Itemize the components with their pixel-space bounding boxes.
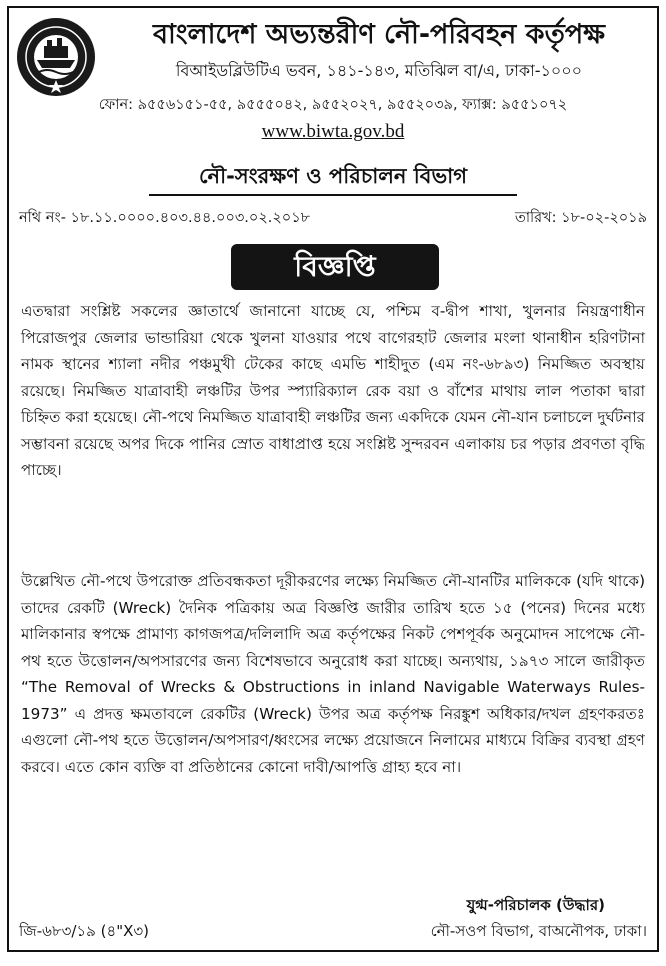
- advertisement-code: জি-৬৮৩/১৯ (৪"X৩): [19, 922, 150, 940]
- biwta-emblem-icon: [17, 18, 95, 96]
- signatory-office: নৌ-সওপ বিভাগ, বাঅনৌপক, ঢাকা।: [430, 922, 647, 940]
- organization-address: বিআইডব্লিউটিএ ভবন, ১৪১-১৪৩, মতিঝিল বা/এ, ঢাকা-১০০০: [175, 61, 583, 80]
- letterhead: [9, 8, 657, 158]
- department-title: নৌ-সংরক্ষণ ও পরিচালন বিভাগ: [199, 164, 467, 188]
- signatory-title: যুগ্ম-পরিচালক (উদ্ধার): [466, 896, 605, 914]
- file-number: নথি নং- ১৮.১১.০০০০.৪০৩.৪৪.০০৩.০২.২০১৮: [19, 210, 311, 226]
- organization-website-link[interactable]: www.biwta.gov.bd: [261, 121, 405, 142]
- organization-name: বাংলাদেশ অভ্যন্তরীণ নৌ-পরিবহন কর্তৃপক্ষ: [152, 19, 606, 50]
- department-underline: [149, 194, 517, 196]
- notice-paragraph-2: উল্লেখিত নৌ-পথে উপরোক্ত প্রতিবন্ধকতা দূরীকরণের লক্ষ্যে নিমজ্জিত নৌ-যানটির মালিককে (যদি থাকে) তাদের রেকটি (Wreck) দৈনিক পত্রিকায় অত্র বিজ্ঞপ্তি জারীর তারিখ হতে ১৫ (পনের) দিনের মধ্যে মালিকানার স্বপক্ষে প্রামাণ্য কাগজপত্র/দলিলাদি অত্র কর্তৃপক্ষের নিকট পেশপূর্বক অনুমোদন সাপেক্ষে নৌ-পথ হতে উত্তোলন/অপসারণের জন্য বিশেষভাবে অনুরোধ করা যাচ্ছে। অন্যথায়, ১৯৭৩ সালে জারীকৃত “The Removal of Wrecks & Obstructions in inland Navigable Waterways Rules-1973” এ প্রদত্ত ক্ষমতাবলে রেকটির (Wreck) উপর অত্র কর্তৃপক্ষ নিরঙ্কুশ অধিকার/দখল গ্রহণকরতঃ এগুলো নৌ-পথ হতে উত্তোলন/অপসারণ/ধ্বংসের লক্ষ্যে প্রয়োজনে নিলামের মাধ্যমে বিক্রির ব্যবস্থা গ্রহণ করবে। এতে কোন ব্যক্তি বা প্রতিষ্ঠানের কোনো দাবী/আপত্তি গ্রাহ্য হবে না।: [21, 572, 645, 776]
- notice-document: [7, 6, 659, 952]
- notice-title-banner: বিজ্ঞপ্তি: [231, 244, 439, 290]
- organization-phone-fax: ফোন: ৯৫৫৬১৫১-৫৫, ৯৫৫৫০৪২, ৯৫৫২০২৭, ৯৫৫২০৩৯, ফ্যাক্স: ৯৫৫১০৭২: [98, 97, 568, 113]
- notice-paragraph-1: এতদ্বারা সংশ্লিষ্ট সকলের জ্ঞাতার্থে জানানো যাচ্ছে যে, পশ্চিম ব-দ্বীপ শাখা, খুলনার নিয়ন্ত্রণাধীন পিরোজপুর জেলার ভান্ডারিয়া থেকে খুলনা যাওয়ার পথে বাগেরহাট জেলার মংলা থানাধীন হরিণটানা নামক স্থানের শ্যালা নদীর পঞ্চমুখী টেকের কাছে এমভি শাহীদুত (এম নং-৬৮৯৩) নিমজ্জিত অবস্থায় রয়েছে। নিমজ্জিত যাত্রাবাহী লঞ্চটির উপর স্প্যারিক্যাল রেক বয়া ও বাঁশের মাথায় লাল পতাকা দ্বারা চিহ্নিত করা হয়েছে। নৌ-পথে নিমজ্জিত যাত্রাবাহী লঞ্চটির জন্য একদিকে যেমন নৌ-যান চলাচলে দুর্ঘটনার সম্ভাবনা রয়েছে অপর দিকে পানির স্রোত বাধাপ্রাপ্ত হয়ে সংশ্লিষ্ট সুন্দরবন এলাকায় চর পড়ার প্রবণতা বৃদ্ধি পাচ্ছে।: [21, 302, 645, 479]
- notice-date: তারিখ: ১৮-০২-২০১৯: [514, 210, 647, 226]
